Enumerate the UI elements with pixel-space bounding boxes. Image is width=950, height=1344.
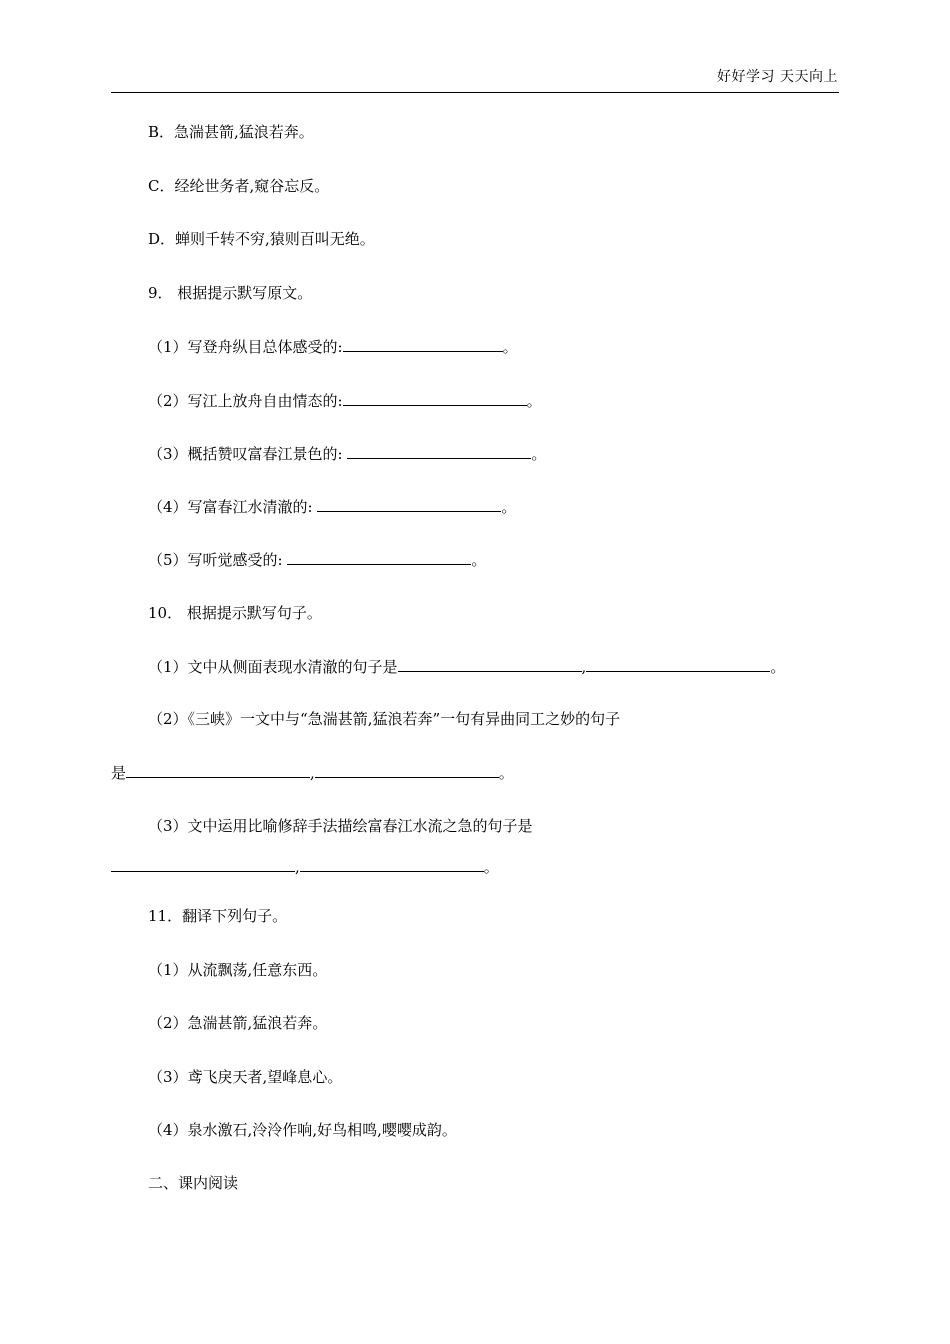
answer-blank[interactable]	[586, 656, 770, 672]
period: 。	[502, 338, 518, 356]
period: 。	[501, 498, 517, 516]
question-text: （5）写听觉感受的:	[148, 551, 288, 569]
answer-blank[interactable]	[126, 762, 310, 778]
answer-blank[interactable]	[315, 762, 499, 778]
question-11-3: （3）鸢飞戾天者,望峰息心。	[148, 1068, 343, 1086]
question-text: （4）写富春江水清澈的:	[148, 498, 318, 516]
question-9-3	[148, 443, 546, 464]
comma: ,	[310, 764, 315, 782]
section-2-heading: 二、课内阅读	[148, 1174, 239, 1192]
question-text: （1）文中从侧面表现水清澈的句子是	[148, 658, 398, 676]
question-9-2	[148, 390, 542, 411]
comma: ,	[295, 858, 300, 876]
question-10-2-text: （2）《三峡》一文中与“急湍甚箭,猛浪若奔”一句有异曲同工之妙的句子	[148, 710, 621, 728]
question-text: 是	[111, 764, 127, 782]
answer-blank[interactable]	[343, 390, 527, 406]
question-10-2-answer	[111, 762, 514, 783]
question-9-4	[148, 496, 516, 517]
answer-blank[interactable]	[111, 856, 295, 872]
question-text: （3）概括赞叹富春江景色的:	[148, 445, 348, 463]
option-b: B．急湍甚箭,猛浪若奔。	[148, 123, 314, 141]
question-11-2: （2）急湍甚箭,猛浪若奔。	[148, 1014, 328, 1032]
question-11-4: （4）泉水激石,泠泠作响,好鸟相鸣,嘤嘤成韵。	[148, 1121, 457, 1139]
question-9-5	[148, 549, 486, 570]
question-9-title: 9． 根据提示默写原文。	[148, 284, 313, 302]
option-c: C．经纶世务者,窥谷忘反。	[148, 177, 330, 195]
question-10-1	[148, 656, 785, 677]
question-text: （2）写江上放舟自由情态的:	[148, 392, 343, 410]
question-11-1: （1）从流飘荡,任意东西。	[148, 961, 328, 979]
comma: ,	[581, 658, 587, 676]
period: 。	[526, 392, 542, 410]
answer-blank[interactable]	[343, 336, 503, 352]
page-header-motto: 好好学习 天天向上	[717, 69, 838, 85]
period: 。	[471, 551, 487, 569]
period: 。	[483, 858, 499, 876]
period: 。	[498, 764, 514, 782]
question-10-3-answer	[111, 856, 499, 877]
answer-blank[interactable]	[317, 496, 501, 512]
question-11-title: 11．翻译下列句子。	[148, 907, 288, 925]
question-10-3-text: （3）文中运用比喻修辞手法描绘富春江水流之急的句子是	[148, 817, 533, 835]
header-divider	[111, 92, 839, 93]
answer-blank[interactable]	[398, 656, 582, 672]
answer-blank[interactable]	[287, 549, 471, 565]
period: 。	[770, 658, 786, 676]
period: 。	[531, 445, 547, 463]
question-9-1	[148, 336, 518, 357]
option-d: D．蝉则千转不穷,猿则百叫无绝。	[148, 230, 375, 248]
question-text: （1）写登舟纵目总体感受的:	[148, 338, 343, 356]
question-10-title: 10． 根据提示默写句子。	[148, 604, 322, 622]
answer-blank[interactable]	[347, 443, 531, 459]
answer-blank[interactable]	[300, 856, 484, 872]
